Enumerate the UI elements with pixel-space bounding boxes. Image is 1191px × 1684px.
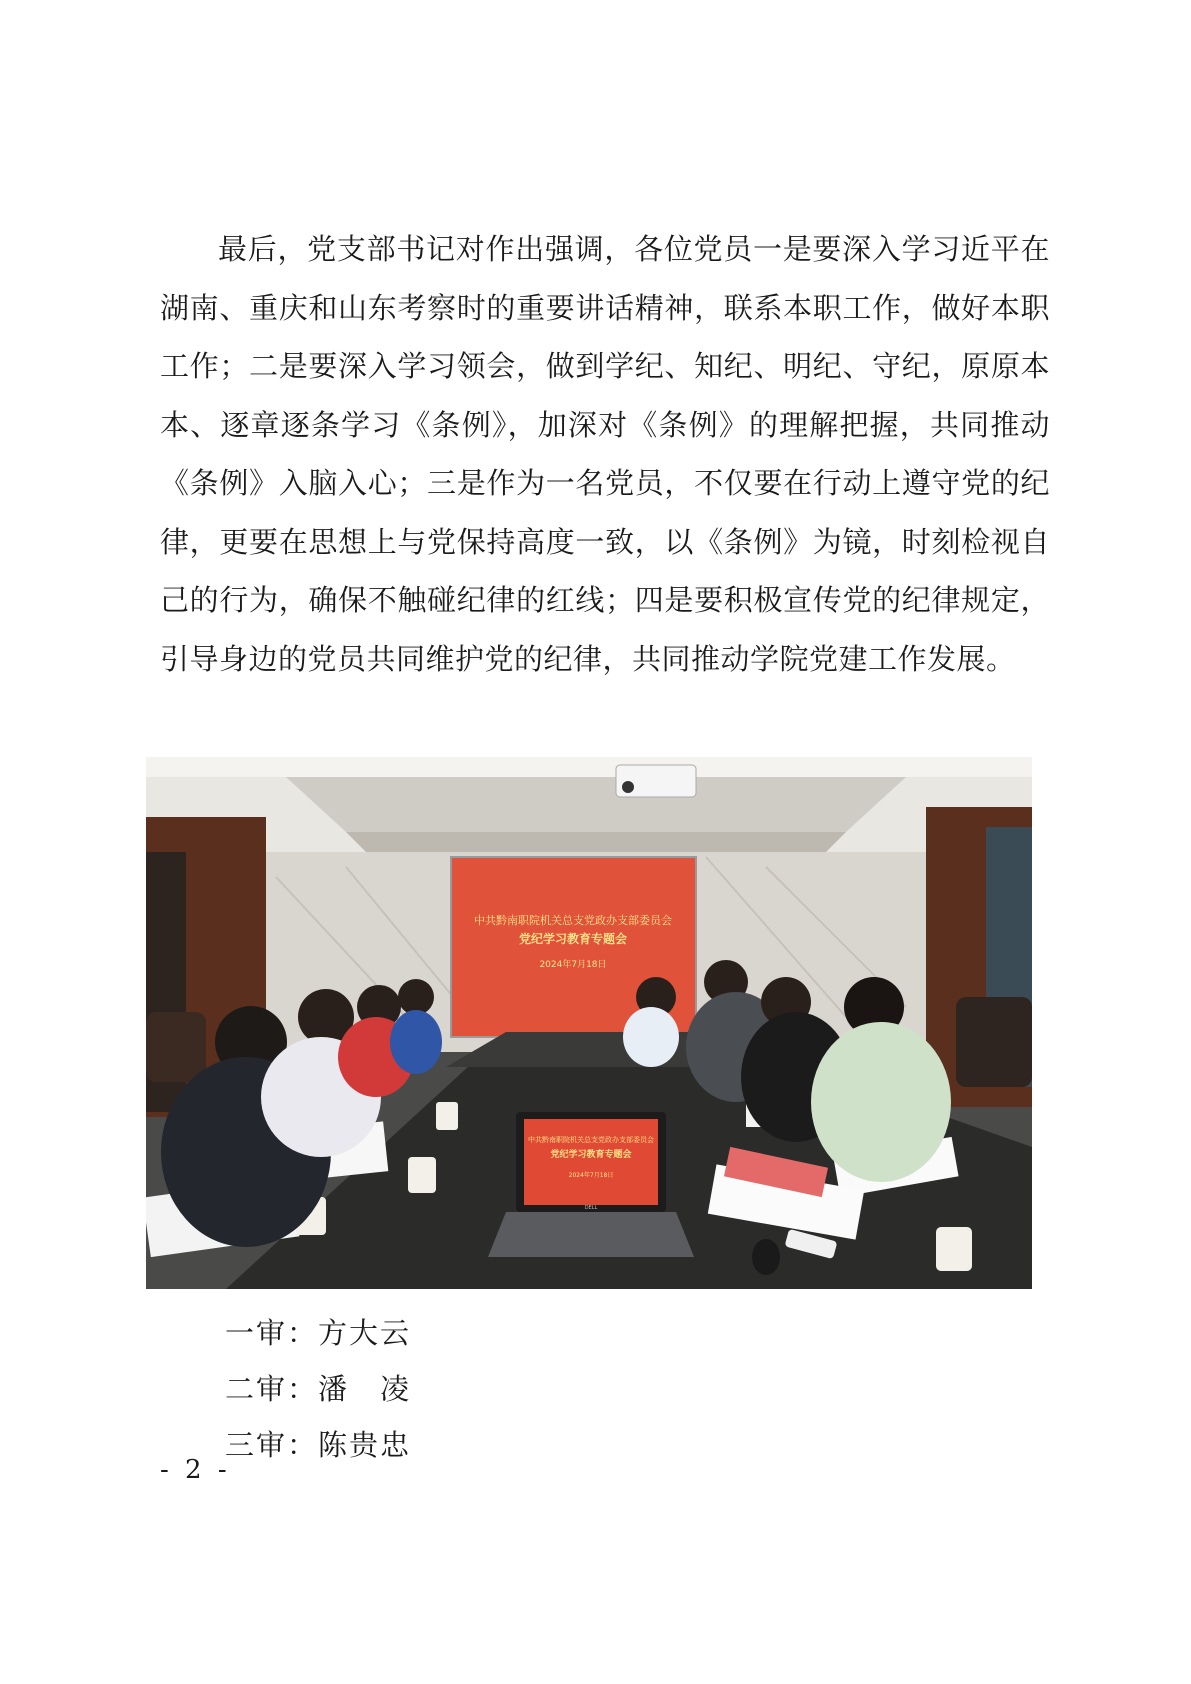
laptop-screen-date: 2024年7月18日: [568, 1172, 614, 1179]
reviewer-second: [225, 1361, 411, 1417]
reviewer-first-name: 方大云: [318, 1316, 412, 1350]
meeting-photo: [146, 757, 1032, 1289]
reviewer-third-name: 陈贵忠: [318, 1428, 412, 1462]
reviewer-second-name: 潘 凌: [318, 1372, 412, 1406]
laptop-screen-line1: 中共黔南职院机关总支党政办支部委员会: [528, 1136, 654, 1144]
page-number: - 2 -: [160, 1455, 231, 1485]
reviewer-list: [225, 1305, 411, 1473]
screen-date: 2024年7月18日: [539, 960, 607, 970]
reviewer-third-label: 三审：: [225, 1428, 319, 1462]
body-paragraph: 最后，党支部书记对作出强调，各位党员一是要深入学习近平在湖南、重庆和山东考察时的重要讲话精神，联系本职工作，做好本职工作；二是要深入学习领会，做到学纪、知纪、明纪、守纪，原原本本、逐章逐条学习《条例》，加深对《条例》的理解把握，共同推动《条例》入脑入心；三是作为一名党员，不仅要在行动上遵守党的纪律，更要在思想上与党保持高度一致，以《条例》为镜，时刻检视自己的行为，确保不触碰纪律的红线；四是要积极宣传党的纪律规定，引导身边的党员共同维护党的纪律，共同推动学院党建工作发展。: [160, 232, 1050, 676]
screen-title-line1: 中共黔南职院机关总支党政办支部委员会: [474, 914, 672, 927]
reviewer-second-label: 二审：: [225, 1372, 319, 1406]
reviewer-first: [225, 1305, 411, 1361]
screen-title-line2: 党纪学习教育专题会: [518, 932, 628, 946]
reviewer-first-label: 一审：: [225, 1316, 319, 1350]
laptop-screen-line2: 党纪学习教育专题会: [550, 1150, 632, 1160]
laptop-brand: DELL: [584, 1205, 598, 1211]
reviewer-third: [225, 1417, 411, 1473]
